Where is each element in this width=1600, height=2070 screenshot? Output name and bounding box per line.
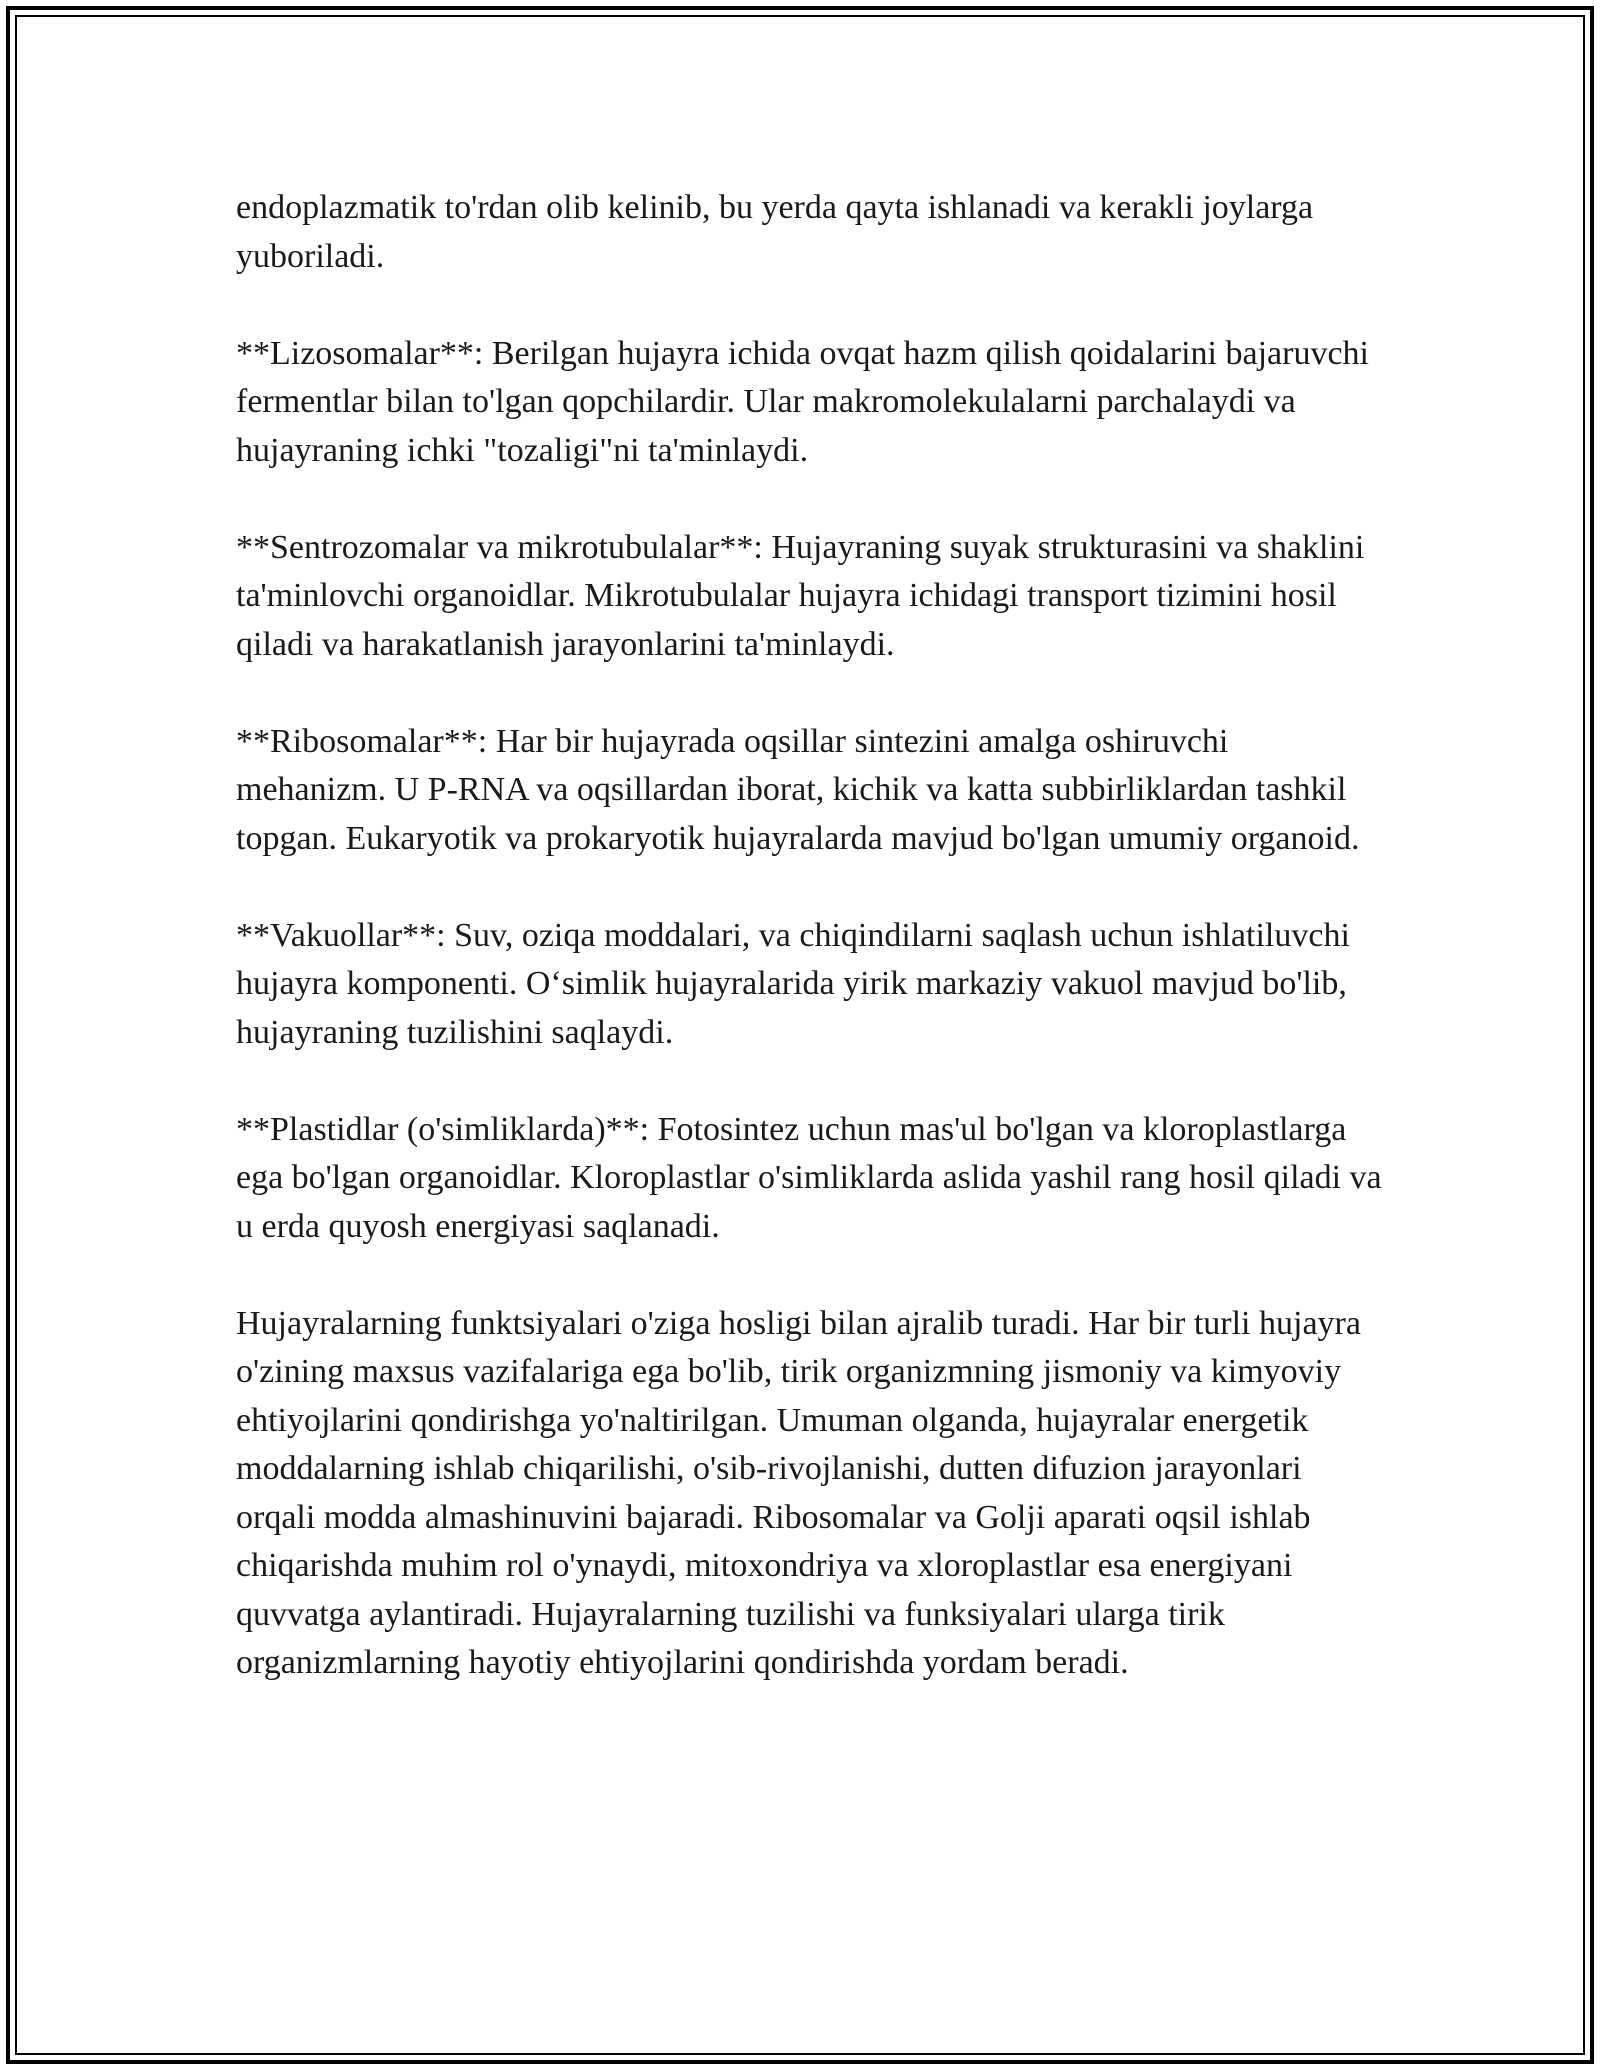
- paragraph-vacuoles: **Vakuollar**: Suv, oziqa moddalari, va chiqindilarni saqlash uchun ishlatiluvchi hujayra komponenti. O‘simlik hujayralarida yirik markaziy vakuol mavjud bo'lib, hujayraning tuzilishini saqlaydi.: [236, 916, 1350, 1051]
- document-body: [236, 184, 1386, 1688]
- paragraph-plastids: **Plastidlar (o'simliklarda)**: Fotosintez uchun mas'ul bo'lgan va kloroplastlarga ega bo'lgan organoidlar. Kloroplastlar o'simliklarda aslida yashil rang hosil qiladi va u erda quyosh energiyasi saqlanadi.: [236, 1110, 1382, 1245]
- paragraph-ribosomes: **Ribosomalar**: Har bir hujayrada oqsillar sintezini amalga oshiruvchi mehanizm. U P-RNA va oqsillardan iborat, kichik va katta subbirliklardan tashkil topgan. Eukaryotik va prokaryotik hujayralarda mavjud bo'lgan umumiy organoid.: [236, 722, 1360, 857]
- paragraph-centrosomes: **Sentrozomalar va mikrotubulalar**: Hujayraning suyak strukturasini va shaklini ta'minlovchi organoidlar. Mikrotubulalar hujayra ichidagi transport tizimini hosil qiladi va harakatlanish jarayonlarini ta'minlaydi.: [236, 528, 1365, 663]
- paragraph-golgi-continuation: endoplazmatik to'rdan olib kelinib, bu yerda qayta ishlanadi va kerakli joylarga yuboriladi.: [236, 189, 1314, 275]
- paragraph-lysosomes: **Lizosomalar**: Berilgan hujayra ichida ovqat hazm qilish qoidalarini bajaruvchi fermentlar bilan to'lgan qopchilardir. Ular makromolekulalarni parchalaydi va hujayraning ichki "tozaligi"ni ta'minlaydi.: [236, 334, 1369, 469]
- paragraph-cell-functions-summary: Hujayralarning funktsiyalari o'ziga hosligi bilan ajralib turadi. Har bir turli hujayra o'zining maxsus vazifalariga ega bo'lib, tirik organizmning jismoniy va kimyoviy ehtiyojlarini qondirishga yo'naltirilgan. Umuman olganda, hujayralar energetik moddalarning ishlab chiqarilishi, o'sib-rivojlanishi, dutten difuzion jarayonlari orqali modda almashinuvini bajaradi. Ribosomalar va Golji aparati oqsil ishlab chiqarishda muhim rol o'ynaydi, mitoxondriya va xloroplastlar esa energiyani quvvatga aylantiradi. Hujayralarning tuzilishi va funksiyalari ularga tirik organizmlarning hayotiy ehtiyojlarini qondirishda yordam beradi.: [236, 1304, 1361, 1681]
